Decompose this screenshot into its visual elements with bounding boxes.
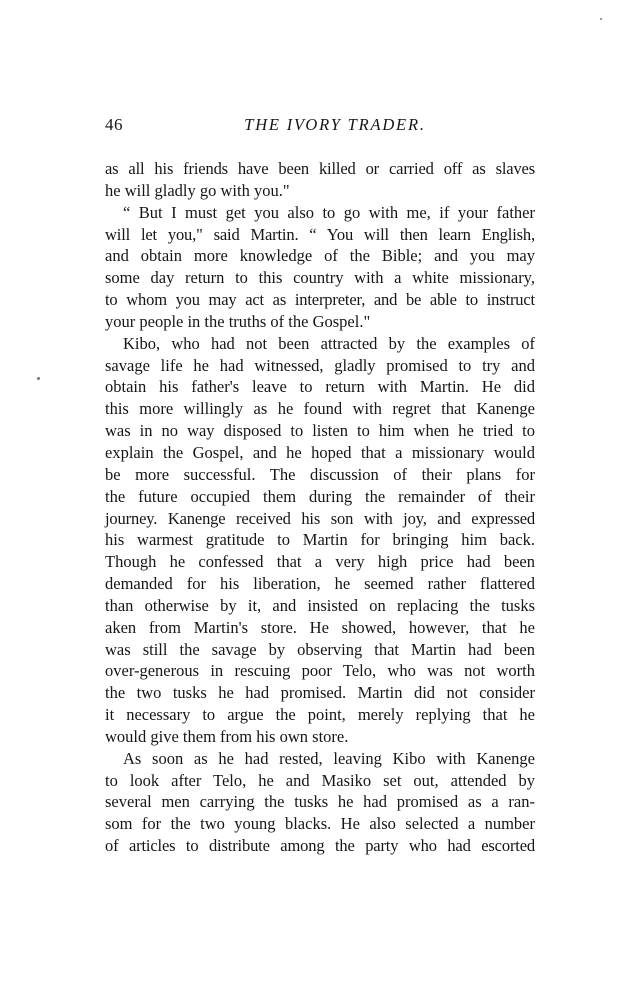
- text-line: explain the Gospel, and he hoped that a missionary would: [105, 442, 535, 462]
- text-line: the future occupied them during the remainder of their: [105, 486, 535, 506]
- text-line: of articles to distribute among the party who had escorted: [105, 836, 535, 856]
- text-line: it necessary to argue the point, merely replying that he: [105, 705, 535, 725]
- text-line: was still the savage by observing that Martin had been: [105, 639, 535, 659]
- text-line: over-generous in rescuing poor Telo, who was not worth: [105, 661, 535, 681]
- text-line: be more successful. The discussion of their plans for: [105, 464, 535, 484]
- text-line: As soon as he had rested, leaving Kibo with Kanenge: [123, 748, 535, 768]
- text-line: savage life he had witnessed, gladly promised to try and: [105, 355, 535, 375]
- text-line: to whom you may act as interpreter, and be able to instruct: [105, 290, 535, 310]
- text-line: several men carrying the tusks he had promised as a ran-: [105, 792, 535, 812]
- print-speck: [600, 18, 602, 20]
- text-line: as all his friends have been killed or carried off as slaves: [105, 159, 535, 178]
- text-line: journey. Kanenge received his son with joy, and expressed: [105, 508, 535, 528]
- text-line: “ But I must get you also to go with me, if your father: [123, 202, 535, 222]
- running-title: THE IVORY TRADER.: [244, 115, 426, 134]
- text-line: the two tusks he had promised. Martin did not consider: [105, 683, 535, 703]
- text-line: som for the two young blacks. He also selected a number: [105, 814, 535, 834]
- text-line: your people in the truths of the Gospel.": [105, 311, 371, 331]
- text-line: than otherwise by it, and insisted on replacing the tusks: [105, 595, 535, 615]
- text-line: some day return to this country with a white missionary,: [105, 268, 535, 288]
- print-speck: [37, 377, 40, 380]
- page-number: 46: [105, 115, 123, 134]
- text-line: was in no way disposed to listen to him when he tried to: [105, 421, 535, 441]
- text-line: this more willingly as he found with regret that Kanenge: [105, 399, 535, 419]
- text-line: would give them from his own store.: [105, 726, 349, 746]
- text-line: aken from Martin's store. He showed, however, that he: [105, 617, 535, 637]
- text-line: to look after Telo, he and Masiko set out, attended by: [105, 770, 535, 790]
- text-line: his warmest gratitude to Martin for bringing him back.: [105, 530, 535, 550]
- body-text: [105, 158, 535, 857]
- text-line: obtain his father's leave to return with Martin. He did: [105, 377, 535, 397]
- text-line: and obtain more knowledge of the Bible; and you may: [105, 246, 535, 266]
- text-line: he will gladly go with you.": [105, 180, 290, 200]
- page-header: [105, 115, 535, 141]
- text-line: Though he confessed that a very high price had been: [105, 552, 535, 572]
- text-line: Kibo, who had not been attracted by the examples of: [123, 333, 535, 353]
- text-line: will let you," said Martin. “ You will then learn English,: [105, 224, 535, 244]
- text-line: demanded for his liberation, he seemed rather flattered: [105, 574, 535, 594]
